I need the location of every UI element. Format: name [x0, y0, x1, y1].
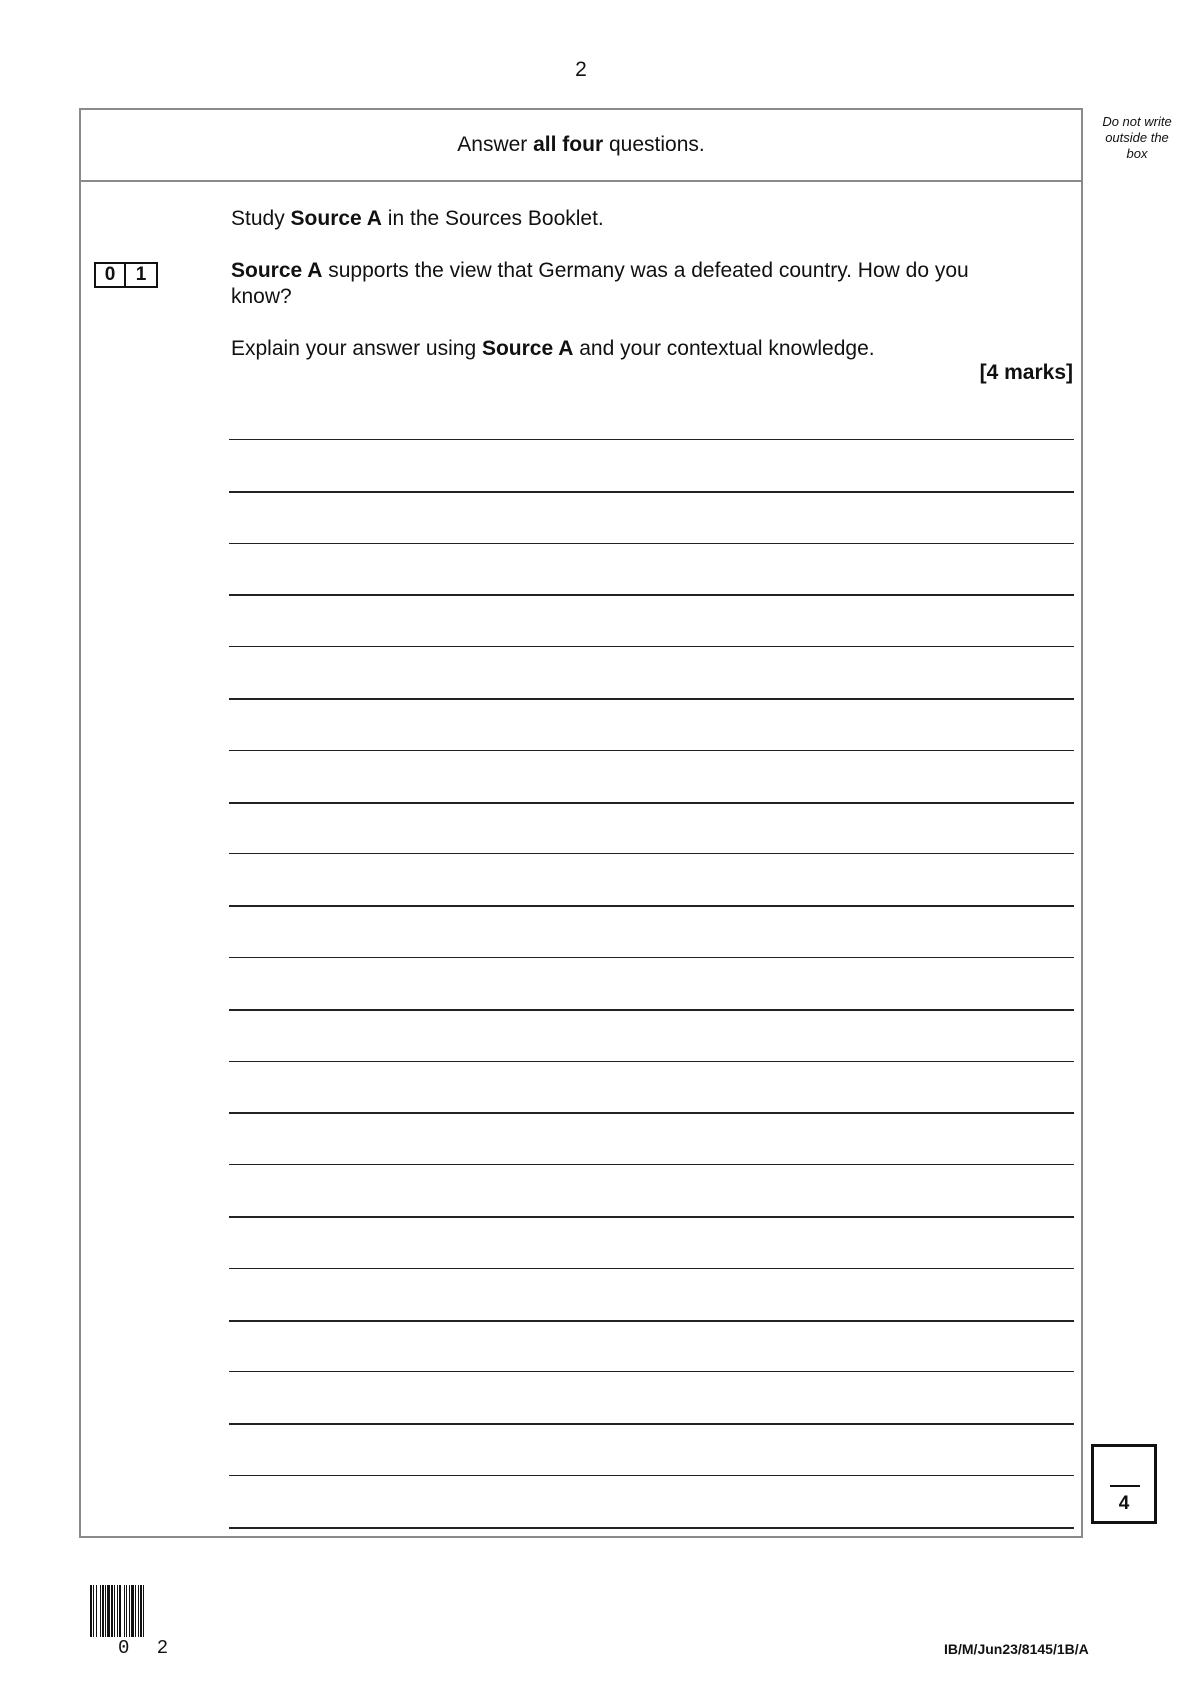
barcode-bar	[126, 1585, 127, 1637]
barcode-bar	[138, 1585, 139, 1637]
header-emphasis: all four	[533, 133, 604, 156]
explain-emphasis: Source A	[481, 337, 574, 360]
barcode-bar	[111, 1585, 113, 1637]
answer-line[interactable]	[229, 1320, 1074, 1322]
answer-line[interactable]	[229, 543, 1074, 544]
question-number-digit-2: 1	[126, 262, 158, 288]
answer-line[interactable]	[229, 491, 1074, 493]
barcode-bar	[131, 1585, 134, 1637]
question-number-box	[94, 262, 158, 288]
total-box-bar	[1110, 1485, 1140, 1487]
question-prompt	[231, 258, 1031, 310]
answer-box	[79, 108, 1083, 1538]
answer-line[interactable]	[229, 1475, 1074, 1476]
answer-line[interactable]	[229, 1423, 1074, 1425]
barcode-bar	[135, 1585, 136, 1637]
barcode-bar	[124, 1585, 125, 1637]
barcode-bar	[96, 1585, 97, 1637]
barcode-bar	[107, 1585, 110, 1637]
answer-line[interactable]	[229, 1112, 1074, 1114]
explain-suffix: and your contextual knowledge.	[573, 337, 875, 360]
header-prefix: Answer	[457, 133, 534, 156]
question-number-digit-1: 0	[94, 262, 126, 288]
barcode	[90, 1585, 200, 1637]
study-prefix: Study	[231, 207, 291, 230]
prompt-text: supports the view that Germany was a defeated country. How do you know?	[231, 259, 969, 308]
answer-line[interactable]	[229, 957, 1074, 958]
barcode-bar	[117, 1585, 118, 1637]
instructions-header	[81, 110, 1081, 182]
page-number: 2	[575, 58, 587, 81]
explain-instruction	[231, 336, 1071, 362]
answer-line[interactable]	[229, 698, 1074, 700]
barcode-bar	[119, 1585, 121, 1637]
answer-line[interactable]	[229, 1216, 1074, 1218]
answer-line[interactable]	[229, 750, 1074, 751]
barcode-bar	[100, 1585, 101, 1637]
marks-label: [4 marks]	[979, 361, 1073, 384]
explain-prefix: Explain your answer using	[231, 337, 482, 360]
margin-note-line-1: Do not write	[1102, 114, 1172, 129]
barcode-bar	[143, 1585, 144, 1637]
answer-line[interactable]	[229, 646, 1074, 647]
total-box-value: 4	[1118, 1493, 1130, 1514]
paper-reference: IB/M/Jun23/8145/1B/A	[944, 1641, 1089, 1657]
header-suffix: questions.	[603, 133, 705, 156]
marks-total-box	[1091, 1444, 1157, 1524]
answer-line[interactable]	[229, 1371, 1074, 1372]
barcode-bar	[90, 1585, 92, 1637]
answer-line[interactable]	[229, 1164, 1074, 1165]
study-suffix: in the Sources Booklet.	[381, 207, 604, 230]
barcode-bar	[140, 1585, 142, 1637]
answer-line[interactable]	[229, 1527, 1074, 1529]
study-instruction	[231, 206, 1071, 232]
answer-line[interactable]	[229, 802, 1074, 804]
answer-line[interactable]	[229, 853, 1074, 854]
barcode-bar	[93, 1585, 94, 1637]
barcode-bar	[105, 1585, 106, 1637]
answer-line[interactable]	[229, 1009, 1074, 1011]
margin-note-line-2: outside the	[1105, 130, 1169, 145]
answer-line[interactable]	[229, 594, 1074, 596]
answer-line[interactable]	[229, 1061, 1074, 1062]
prompt-emphasis: Source A	[231, 259, 323, 282]
answer-line[interactable]	[229, 439, 1074, 440]
barcode-bar	[129, 1585, 130, 1637]
barcode-digits: 0 2	[118, 1637, 177, 1659]
margin-note	[1088, 114, 1186, 162]
answer-line[interactable]	[229, 1268, 1074, 1269]
barcode-bar	[114, 1585, 115, 1637]
barcode-bar	[102, 1585, 104, 1637]
answer-line[interactable]	[229, 905, 1074, 907]
margin-note-line-3: box	[1126, 146, 1148, 161]
study-emphasis: Source A	[290, 207, 382, 230]
